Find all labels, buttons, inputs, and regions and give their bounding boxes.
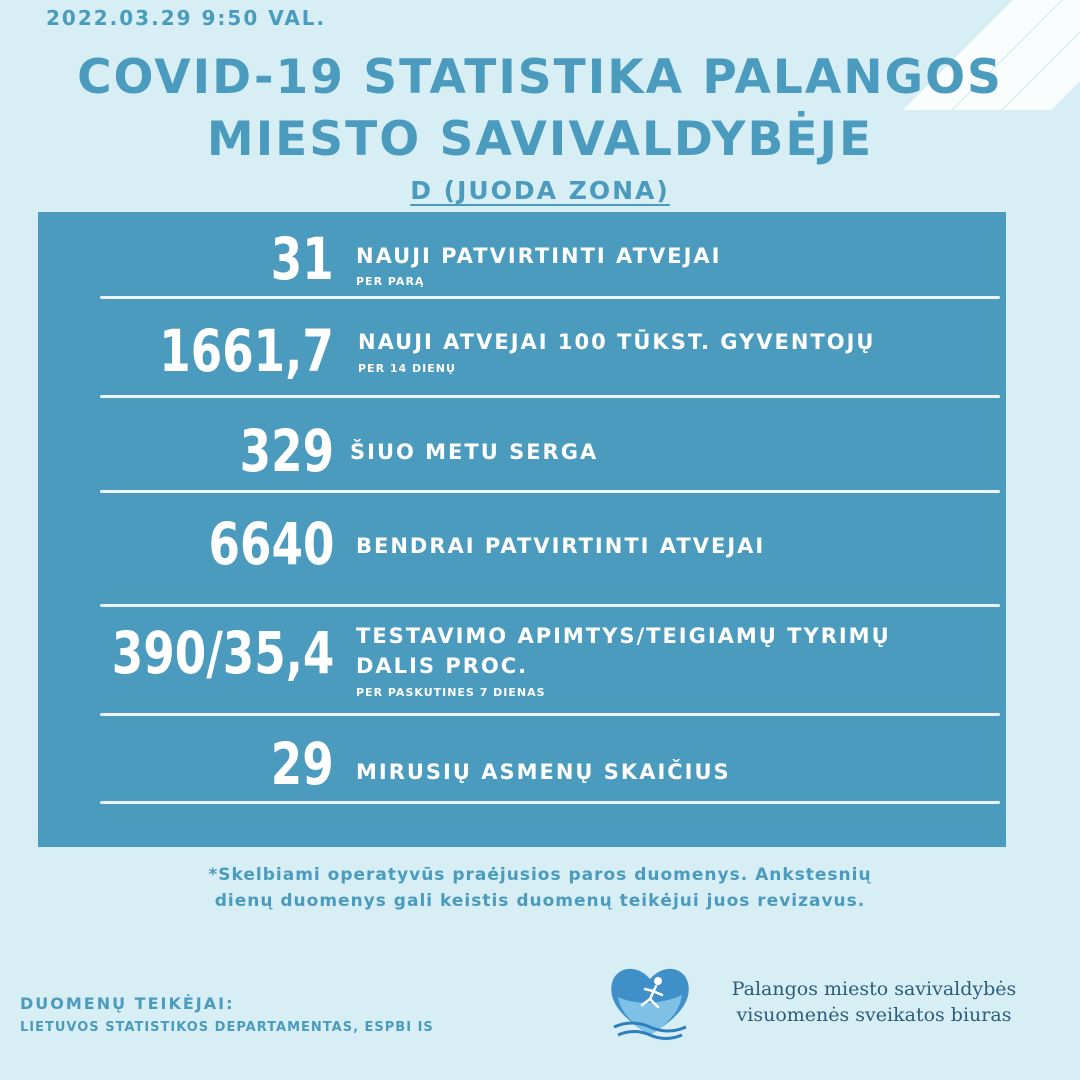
note-line1: *Skelbiami operatyvūs praėjusios paros duomenys. Ankstesnių (208, 865, 872, 885)
stat-label: NAUJI ATVEJAI 100 TŪKST. GYVENTOJŲ (358, 330, 876, 354)
stat-sublabel: PER PASKUTINES 7 DIENAS (356, 686, 546, 699)
stat-value: 29 (271, 730, 334, 798)
stat-sublabel: PER PARĄ (356, 275, 425, 288)
divider (100, 296, 1000, 299)
divider (100, 604, 1000, 607)
zone-text: D (JUODA ZONA) (410, 176, 670, 205)
stat-value: 31 (271, 225, 334, 293)
divider (100, 490, 1000, 493)
stat-label: NAUJI PATVIRTINTI ATVEJAI (356, 244, 722, 268)
stat-label: TESTAVIMO APIMTYS/TEIGIAMŲ TYRIMŲ (356, 624, 891, 648)
stat-label-line2: DALIS PROC. (356, 654, 529, 678)
stat-label: MIRUSIŲ ASMENŲ SKAIČIUS (356, 760, 731, 784)
divider (100, 395, 1000, 398)
disclaimer-note (0, 862, 1080, 914)
divider (100, 801, 1000, 804)
providers-text: LIETUVOS STATISTIKOS DEPARTAMENTAS, ESPBI IS (20, 1020, 434, 1035)
org-line1: Palangos miesto savivaldybės (731, 978, 1017, 1000)
stat-value: 390/35,4 (111, 619, 334, 687)
stat-value: 329 (239, 417, 334, 485)
stat-value: 6640 (208, 510, 334, 578)
org-line2: visuomenės sveikatos biuras (736, 1004, 1012, 1026)
stats-panel (38, 212, 1006, 847)
zone-label (0, 176, 1080, 205)
date-label: 2022.03.29 9:50 VAL. (46, 6, 327, 30)
stat-label: BENDRAI PATVIRTINTI ATVEJAI (356, 534, 766, 558)
page-title-line2: MIESTO SAVIVALDYBĖJE (206, 112, 874, 167)
organization-name (704, 976, 1044, 1028)
note-line2: dienų duomenys gali keistis duomenų teikėjui juos revizavus. (214, 891, 866, 911)
stat-value: 1661,7 (159, 317, 334, 385)
page-title-line1: COVID-19 STATISTIKA PALANGOS (77, 50, 1003, 105)
heart-logo-icon (600, 955, 700, 1045)
divider (100, 713, 1000, 716)
stat-sublabel: PER 14 DIENŲ (358, 362, 456, 375)
stat-label: ŠIUO METU SERGA (350, 440, 599, 464)
providers-title: DUOMENŲ TEIKĖJAI: (20, 994, 235, 1013)
